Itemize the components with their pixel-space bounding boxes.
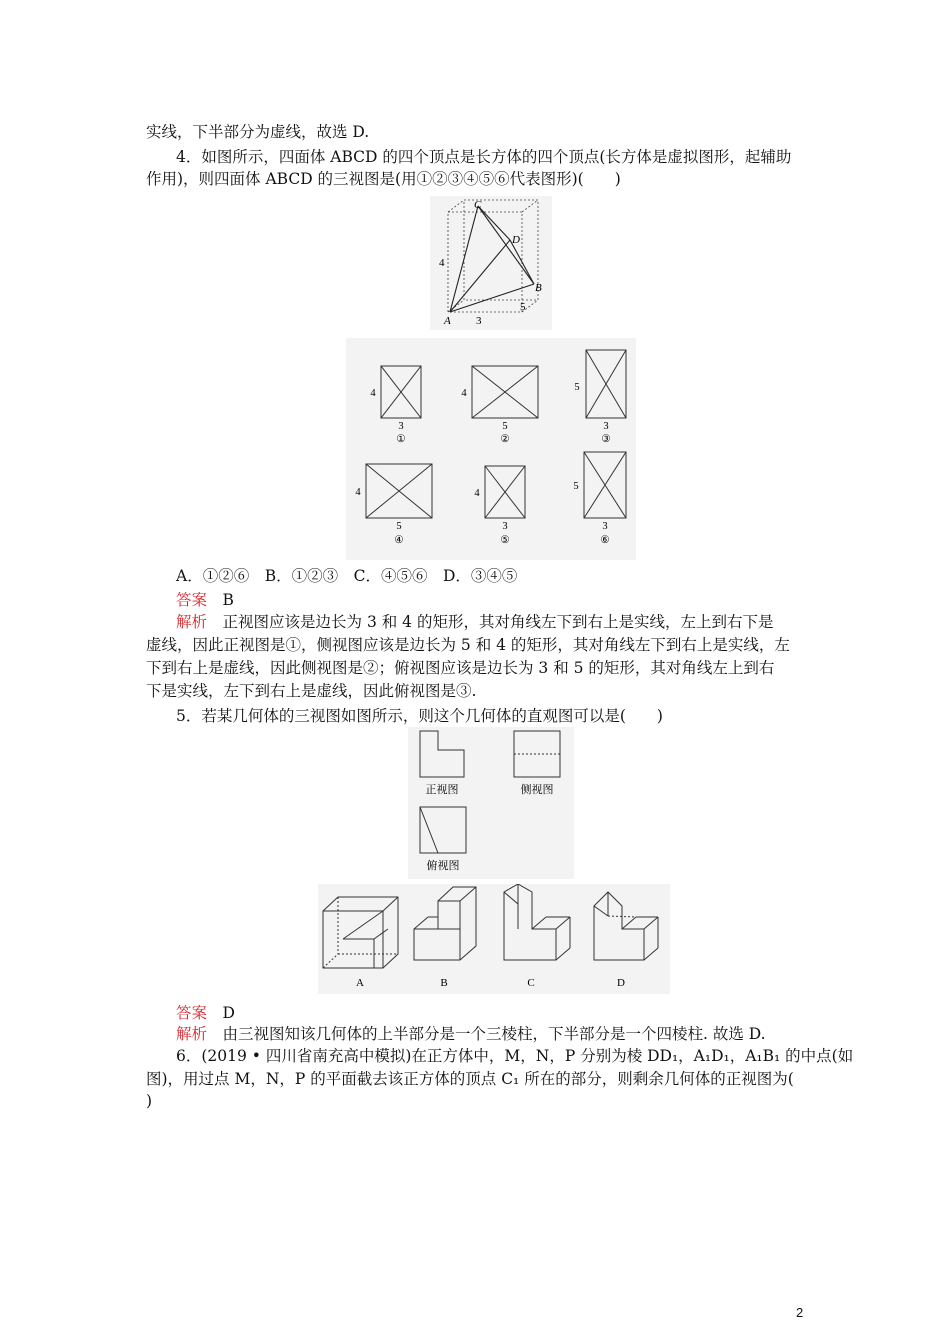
- vertex-d-label: D: [512, 234, 520, 246]
- answer-label: 答案: [176, 591, 208, 609]
- analysis-text: 由三视图知该几何体的上半部分是一个三棱柱，下半部分是一个四棱柱. 故选 D.: [207, 1025, 766, 1043]
- analysis-4-line-2: 虚线，因此正视图是①，侧视图应该是边长为 5 和 4 的矩形，其对角线左下到右上是实线，左: [146, 636, 790, 654]
- text-line: 实线，下半部分为虚线，故选 D.: [146, 123, 370, 141]
- question-6-line-2: 图)，用过点 M，N，P 的平面截去该正方体的顶点 C₁ 所在的部分，则剩余几何体的正视图为(: [146, 1070, 794, 1088]
- vertex-a-label: A: [444, 315, 451, 327]
- three-views-figure: [408, 727, 574, 879]
- view-5-bottom: 3: [502, 521, 508, 532]
- analysis-4-line-3: 下到右上是虚线，因此侧视图是②；俯视图应该是边长为 3 和 5 的矩形，其对角线左上到右: [146, 659, 775, 677]
- view-4-label: ④: [394, 535, 404, 546]
- solid-a-label: A: [356, 977, 364, 989]
- analysis-4-line-4: 下是实线，左下到右上是虚线，因此俯视图是③.: [146, 682, 477, 700]
- answer-value: B: [207, 591, 234, 609]
- analysis-text: 正视图应该是边长为 3 和 4 的矩形，其对角线左下到右上是实线，左上到右下是: [207, 613, 774, 631]
- view-2-label: ②: [500, 434, 510, 445]
- answer-label: 答案: [176, 1004, 208, 1022]
- analysis-5: [176, 1024, 766, 1044]
- solid-d-label: D: [617, 977, 625, 989]
- view-4-side: 4: [355, 487, 361, 498]
- vertex-b-label: B: [535, 282, 542, 294]
- view-2-side: 4: [461, 388, 467, 399]
- view-3-side: 5: [574, 382, 580, 393]
- width-label: 3: [476, 315, 482, 327]
- page-number: 2: [796, 1305, 804, 1320]
- solids-figure: [318, 884, 670, 994]
- view-5-label: ⑤: [500, 535, 510, 546]
- analysis-label: 解析: [176, 1025, 208, 1043]
- view-5-side: 4: [474, 488, 480, 499]
- analysis-4-line-1: [176, 612, 773, 632]
- answer-5: [176, 1003, 235, 1023]
- view-6-side: 5: [573, 481, 579, 492]
- front-view-label: 正视图: [425, 784, 459, 796]
- answer-value: D: [207, 1004, 235, 1022]
- solid-b-label: B: [440, 977, 448, 989]
- view-4-bottom: 5: [396, 521, 402, 532]
- depth-label: 5: [520, 301, 526, 313]
- question-4-line-1: 4．如图所示，四面体 ABCD 的四个顶点是长方体的四个顶点(长方体是虚拟图形，起辅助: [176, 148, 792, 166]
- view-6-bottom: 3: [602, 521, 608, 532]
- side-view-label: 侧视图: [520, 784, 554, 796]
- question-4-line-2: 作用)，则四面体 ABCD 的三视图是(用①②③④⑤⑥代表图形)( ): [146, 170, 621, 188]
- height-label: 4: [439, 257, 445, 269]
- question-5-line: 5．若某几何体的三视图如图所示，则这个几何体的直观图可以是( ): [176, 707, 663, 725]
- question-4-options: A．①②⑥ B．①②③ C．④⑤⑥ D．③④⑤: [176, 567, 518, 585]
- answer-4: [176, 590, 234, 610]
- tetrahedron-figure: [430, 196, 552, 330]
- vertex-c-label: C: [474, 199, 482, 211]
- view-3-bottom: 3: [603, 421, 609, 432]
- question-6-line-3: ): [146, 1092, 153, 1110]
- question-6-line-1: 6．(2019 • 四川省南充高中模拟)在正方体中，M，N，P 分别为棱 DD₁，A₁D₁，A₁B₁ 的中点(如: [176, 1047, 854, 1065]
- view-3-label: ③: [601, 434, 611, 445]
- top-view-label: 俯视图: [426, 860, 460, 872]
- analysis-label: 解析: [176, 613, 208, 631]
- solid-c-label: C: [527, 977, 535, 989]
- view-1-label: ①: [396, 434, 406, 445]
- view-2-bottom: 5: [502, 421, 508, 432]
- view-1-bottom: 3: [398, 421, 404, 432]
- view-1-side: 4: [370, 388, 376, 399]
- views-figure: [346, 338, 636, 560]
- view-6-label: ⑥: [600, 535, 610, 546]
